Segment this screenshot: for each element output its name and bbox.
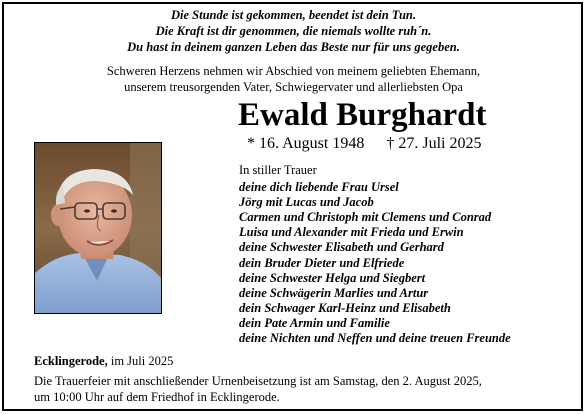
farewell-intro — [0, 63, 587, 95]
birth-date: * 16. August 1948 — [247, 135, 365, 152]
mourner-line: deine Schwester Helga und Siegbert — [239, 270, 426, 285]
mourner-line: deine Nichten und Neffen und deine treuen Freunde — [239, 331, 511, 346]
portrait-image — [35, 143, 161, 313]
deceased-name: Ewald Burghardt — [238, 97, 487, 133]
mourners-list — [239, 163, 511, 346]
funeral-line: Die Trauerfeier mit anschließender Urnenbeisetzung ist am Samstag, den 2. August 2025, — [34, 374, 482, 388]
life-dates — [247, 135, 481, 153]
place-date: im Juli 2025 — [107, 354, 174, 368]
intro-line: Schweren Herzens nehmen wir Abschied von meinem geliebten Ehemann, — [106, 64, 481, 78]
poem-line: Die Kraft ist dir genommen, die niemals wollte ruh´n. — [155, 24, 432, 38]
poem-line: Die Stunde ist gekommen, beendet ist dein Tun. — [170, 8, 417, 22]
mourner-line: Carmen und Christoph mit Clemens und Conrad — [239, 210, 492, 225]
mourner-line: dein Schwager Karl-Heinz und Elisabeth — [239, 300, 451, 315]
memorial-poem — [0, 7, 587, 55]
mourner-line: dein Pate Armin und Familie — [239, 315, 390, 330]
mourner-line: Luisa und Alexander mit Frieda und Erwin — [239, 225, 464, 240]
intro-line: unserem treusorgenden Vater, Schwiegervater und allerliebsten Opa — [124, 80, 463, 94]
mourner-line: deine dich liebende Frau Ursel — [239, 180, 399, 195]
mourner-line: deine Schwägerin Marlies und Artur — [239, 285, 429, 300]
portrait-photo — [34, 142, 162, 314]
mourners-heading: In stiller Trauer — [239, 163, 317, 177]
funeral-info — [34, 373, 482, 405]
mourner-line: dein Bruder Dieter und Elfriede — [239, 255, 405, 270]
mourner-line: Jörg mit Lucas und Jacob — [239, 195, 374, 210]
place-and-date — [34, 353, 173, 369]
poem-line: Du hast in deinem ganzen Leben das Beste nur für uns gegeben. — [127, 40, 460, 54]
place-town: Ecklingerode, — [34, 354, 108, 368]
death-date: † 27. Juli 2025 — [386, 135, 482, 152]
mourner-line: deine Schwester Elisabeth und Gerhard — [239, 240, 444, 255]
funeral-line: um 10:00 Uhr auf dem Friedhof in Ecklingerode. — [34, 390, 280, 404]
